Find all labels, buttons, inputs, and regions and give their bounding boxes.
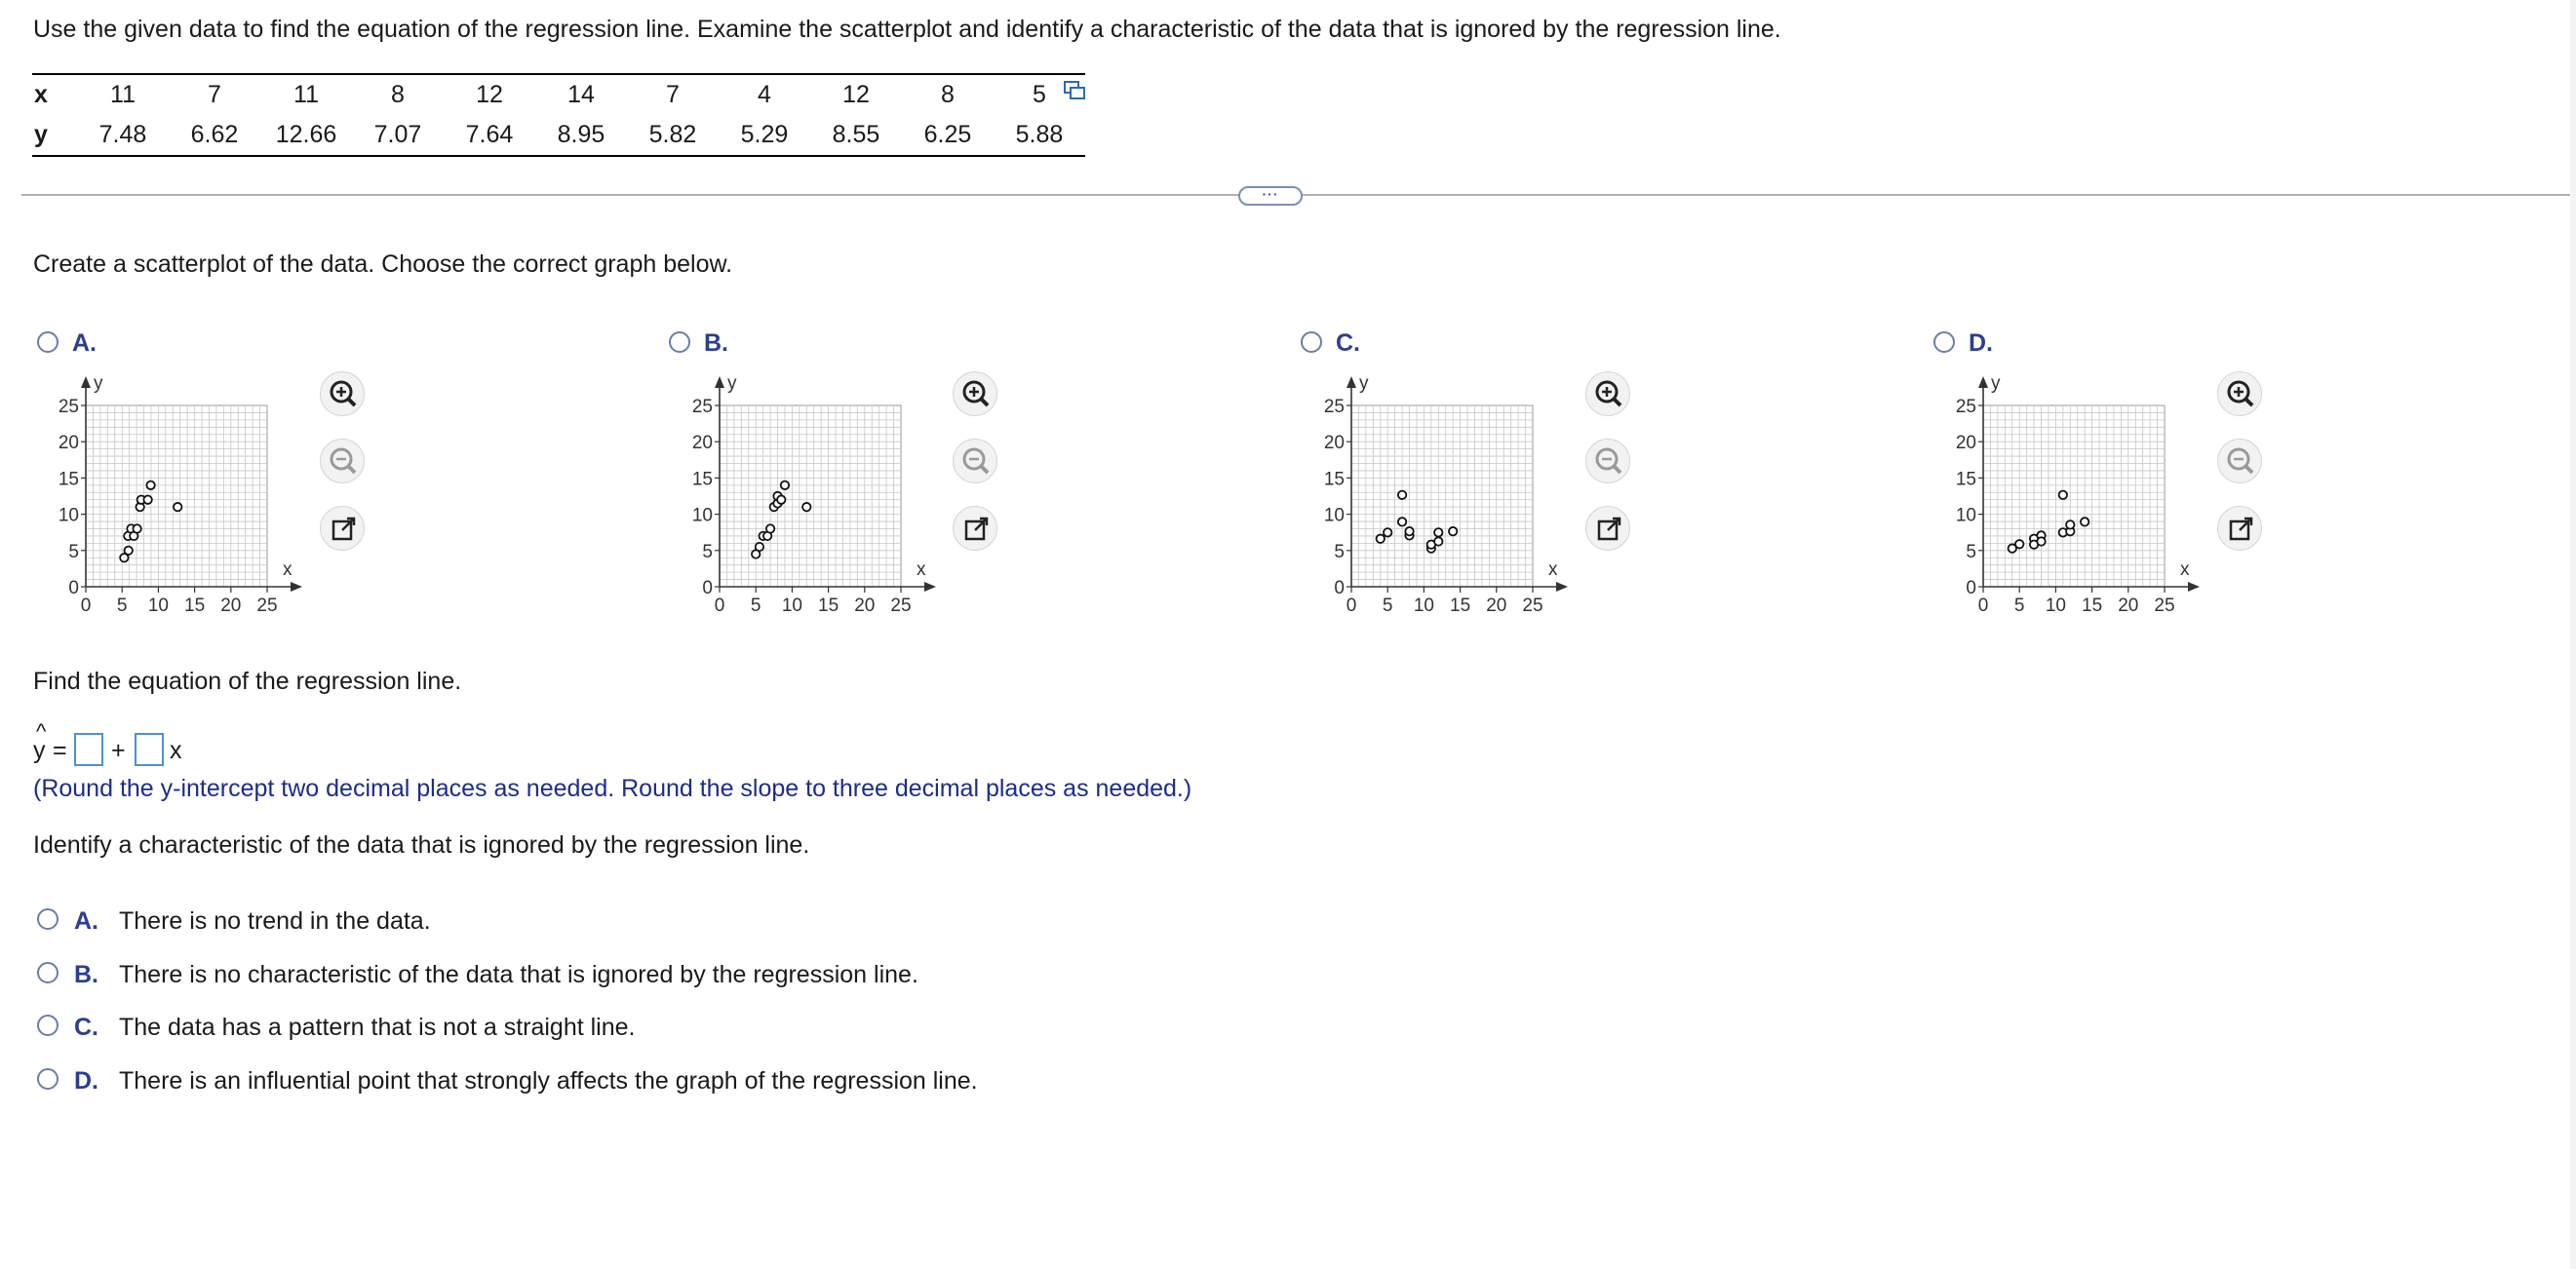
x-axis-arrow — [1556, 582, 1568, 592]
y-cell: 5.29 — [740, 121, 789, 148]
data-point — [802, 503, 810, 511]
plot-area — [86, 405, 267, 587]
y-tick-label: 5 — [68, 541, 79, 562]
scatterplot-d — [1934, 370, 2217, 624]
y-axis-label: y — [1359, 373, 1369, 394]
x-cell: 11 — [293, 81, 319, 108]
radio-button[interactable] — [669, 331, 690, 353]
option-letter: B. — [704, 329, 728, 357]
y-tick-label: 10 — [1955, 505, 1976, 526]
x-axis-arrow — [291, 582, 302, 592]
y-tick-label: 20 — [1323, 433, 1345, 454]
x-cell: 4 — [758, 81, 771, 108]
x-variable: x — [170, 737, 182, 764]
data-point — [777, 496, 785, 504]
data-table — [32, 73, 1085, 157]
data-point — [1384, 528, 1391, 536]
x-cell: 12 — [476, 81, 503, 108]
data-point — [2066, 520, 2074, 528]
y-hat-label: y — [33, 737, 46, 764]
y-axis-arrow — [1347, 376, 1356, 388]
x-tick-label: 25 — [890, 596, 912, 616]
open-external-icon[interactable] — [953, 506, 997, 551]
data-point — [1398, 491, 1406, 499]
y-cell: 8.95 — [557, 121, 605, 148]
y-cell: 7.07 — [373, 121, 422, 148]
x-tick-label: 15 — [1450, 596, 1471, 616]
data-point — [125, 547, 133, 555]
x-tick-label: 0 — [1977, 596, 1989, 616]
data-point — [1398, 518, 1406, 525]
y-tick-label: 15 — [691, 469, 713, 490]
data-point — [143, 496, 151, 504]
scatterplot-c — [1303, 370, 1585, 624]
x-tick-label: 0 — [1346, 596, 1357, 616]
x-tick-label: 25 — [256, 596, 278, 616]
y-tick-label: 20 — [691, 433, 713, 454]
intercept-input[interactable] — [74, 733, 103, 766]
choice-letter: C. — [74, 1014, 98, 1041]
choice-letter: A. — [74, 907, 98, 935]
scatterplot-a — [37, 370, 320, 624]
x-cell: 7 — [666, 81, 680, 108]
zoom-out-icon[interactable] — [2217, 439, 2262, 483]
zoom-in-icon[interactable] — [953, 371, 997, 416]
choice-text: The data has a pattern that is not a straight line. — [119, 1014, 636, 1041]
y-tick-label: 10 — [1323, 505, 1345, 526]
scatterplot-b — [671, 370, 954, 624]
y-tick-label: 0 — [1334, 578, 1345, 598]
x-tick-label: 25 — [1522, 596, 1543, 616]
instruction-text: Use the given data to find the equation of the regression line. Examine the scatterplot and identify a characteristic of the data that is ignored by the regression line. — [33, 16, 1781, 43]
y-cell: 6.25 — [923, 121, 972, 148]
data-point — [1377, 535, 1385, 543]
x-cell: 8 — [391, 81, 405, 108]
data-point — [2037, 537, 2045, 545]
data-point — [1449, 527, 1457, 535]
zoom-in-icon[interactable] — [320, 371, 365, 416]
radio-button[interactable] — [37, 962, 59, 983]
y-tick-label: 15 — [1323, 469, 1345, 490]
y-cell: 6.62 — [190, 121, 239, 148]
x-tick-label: 20 — [220, 596, 242, 616]
x-cell: 8 — [941, 81, 955, 108]
y-axis-label: y — [94, 373, 103, 394]
y-row-label: y — [34, 121, 48, 148]
x-tick-label: 10 — [781, 596, 802, 616]
y-tick-label: 10 — [58, 505, 79, 526]
y-axis-arrow — [715, 376, 724, 388]
y-tick-label: 15 — [1955, 469, 1976, 490]
data-point — [1434, 528, 1442, 536]
y-cell: 5.82 — [648, 121, 697, 148]
x-row — [32, 74, 1085, 115]
y-tick-label: 20 — [58, 433, 79, 454]
y-tick-label: 25 — [691, 397, 713, 417]
y-cell: 8.55 — [832, 121, 880, 148]
x-tick-label: 10 — [147, 596, 169, 616]
choice-letter: D. — [74, 1067, 98, 1095]
x-tick-label: 5 — [750, 596, 761, 616]
x-tick-label: 25 — [2154, 596, 2175, 616]
y-tick-label: 15 — [58, 469, 79, 490]
x-cell: 11 — [110, 81, 136, 108]
radio-button[interactable] — [37, 331, 59, 353]
zoom-in-icon[interactable] — [2217, 371, 2262, 416]
x-tick-label: 15 — [184, 596, 206, 616]
x-row-label: x — [34, 81, 48, 108]
question-regression: Find the equation of the regression line. — [33, 668, 462, 695]
more-button[interactable]: ··· — [1238, 186, 1303, 206]
data-point — [2059, 491, 2067, 499]
x-cell: 7 — [208, 81, 221, 108]
zoom-out-icon[interactable] — [953, 439, 997, 483]
x-tick-label: 10 — [1413, 596, 1434, 616]
y-cell: 5.88 — [1015, 121, 1064, 148]
data-point — [2081, 518, 2088, 525]
radio-button[interactable] — [1933, 331, 1955, 353]
x-tick-label: 20 — [1486, 596, 1507, 616]
y-tick-label: 5 — [702, 541, 713, 562]
y-tick-label: 0 — [1966, 578, 1976, 598]
y-cell: 7.48 — [98, 121, 147, 148]
open-external-icon[interactable] — [2217, 506, 2262, 551]
radio-button[interactable] — [37, 908, 59, 930]
data-point — [1434, 537, 1442, 545]
x-tick-label: 5 — [1382, 596, 1393, 616]
rounding-hint: (Round the y-intercept two decimal places as needed. Round the slope to three decimal places as needed.) — [33, 775, 1192, 802]
open-external-icon[interactable] — [320, 506, 365, 551]
zoom-in-icon[interactable] — [1585, 371, 1630, 416]
x-axis-label: x — [283, 559, 293, 580]
y-tick-label: 0 — [68, 578, 79, 598]
slope-input[interactable] — [135, 733, 164, 766]
y-tick-label: 25 — [58, 397, 79, 417]
y-row — [32, 115, 1085, 156]
question-scatterplot: Create a scatterplot of the data. Choose the correct graph below. — [33, 250, 733, 278]
x-tick-label: 5 — [2013, 596, 2025, 616]
x-cell: 5 — [1033, 81, 1046, 108]
x-cell: 14 — [567, 81, 595, 108]
choice-text: There is no characteristic of the data that is ignored by the regression line. — [119, 961, 918, 988]
x-axis-label: x — [2180, 559, 2190, 580]
radio-button[interactable] — [37, 1015, 59, 1036]
option-letter: C. — [1336, 329, 1360, 357]
choice-text: There is an influential point that strongly affects the graph of the regression line. — [119, 1067, 978, 1095]
x-tick-label: 10 — [2045, 596, 2066, 616]
option-letter: D. — [1969, 329, 1993, 357]
question-characteristic: Identify a characteristic of the data that is ignored by the regression line. — [33, 831, 810, 859]
y-cell: 12.66 — [275, 121, 337, 148]
x-tick-label: 0 — [714, 596, 725, 616]
y-tick-label: 25 — [1323, 397, 1345, 417]
y-tick-label: 5 — [1966, 541, 1976, 562]
x-tick-label: 15 — [2082, 596, 2103, 616]
data-point — [174, 503, 181, 511]
data-point — [756, 543, 763, 551]
y-cell: 7.64 — [465, 121, 514, 148]
x-tick-label: 0 — [80, 596, 92, 616]
choice-letter: B. — [74, 961, 98, 988]
y-tick-label: 25 — [1955, 397, 1976, 417]
data-point — [781, 481, 789, 489]
data-point — [146, 481, 154, 489]
choice-text: There is no trend in the data. — [119, 907, 431, 935]
y-axis-arrow — [81, 376, 91, 388]
x-tick-label: 5 — [116, 596, 128, 616]
zoom-out-icon[interactable] — [1585, 439, 1630, 483]
scrollbar[interactable] — [2570, 0, 2576, 1269]
equals-sign: = — [53, 737, 67, 764]
x-cell: 12 — [842, 81, 870, 108]
x-tick-label: 20 — [854, 596, 876, 616]
x-axis-arrow — [2188, 582, 2200, 592]
open-external-icon[interactable] — [1585, 506, 1630, 551]
x-axis-label: x — [917, 559, 926, 580]
y-axis-label: y — [1991, 373, 2001, 394]
plus-sign: + — [111, 737, 126, 764]
y-tick-label: 5 — [1334, 541, 1345, 562]
data-point — [133, 524, 140, 532]
plot-area — [1351, 405, 1533, 587]
x-tick-label: 15 — [818, 596, 839, 616]
radio-button[interactable] — [37, 1068, 59, 1090]
option-letter: A. — [72, 329, 97, 357]
plot-area — [1983, 405, 2165, 587]
y-axis-arrow — [1978, 376, 1988, 388]
data-point — [1405, 527, 1413, 535]
radio-button[interactable] — [1301, 331, 1322, 353]
copy-table-icon[interactable] — [1063, 80, 1086, 106]
data-point — [2015, 540, 2023, 548]
plot-area — [720, 405, 901, 587]
data-point — [766, 524, 774, 532]
hat-symbol: ^ — [36, 719, 47, 744]
x-tick-label: 20 — [2118, 596, 2139, 616]
y-tick-label: 0 — [702, 578, 713, 598]
x-axis-label: x — [1548, 559, 1558, 580]
y-tick-label: 20 — [1955, 433, 1976, 454]
zoom-out-icon[interactable] — [320, 439, 365, 483]
y-axis-label: y — [727, 373, 737, 394]
x-axis-arrow — [924, 582, 936, 592]
y-tick-label: 10 — [691, 505, 713, 526]
